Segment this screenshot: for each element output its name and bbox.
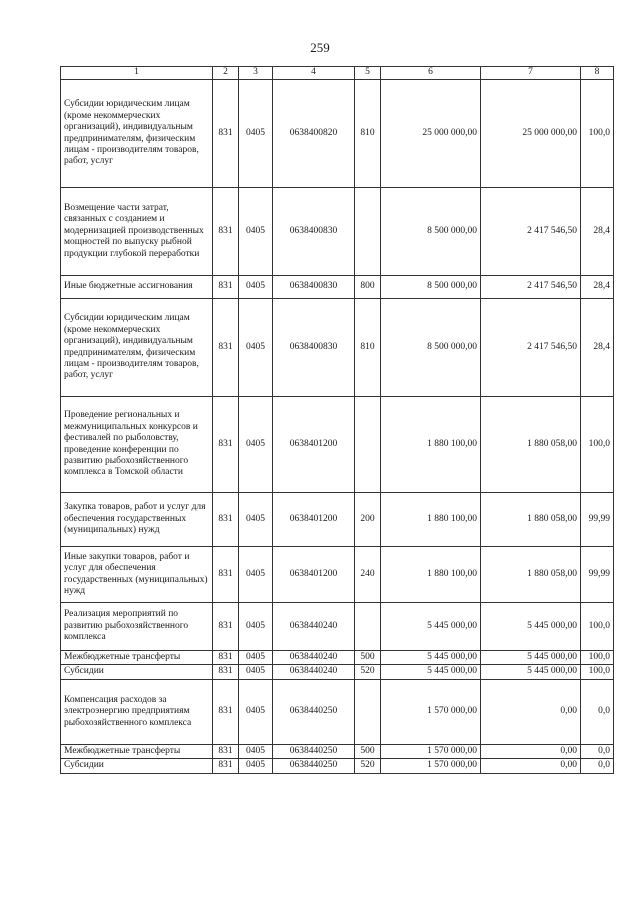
row-type bbox=[355, 188, 381, 276]
row-percent: 28,4 bbox=[581, 188, 614, 276]
row-article: 0638401200 bbox=[273, 547, 355, 603]
table-row bbox=[61, 188, 614, 276]
row-ministry: 831 bbox=[213, 493, 239, 547]
row-type: 810 bbox=[355, 299, 381, 397]
row-type: 500 bbox=[355, 744, 381, 758]
row-plan: 8 500 000,00 bbox=[381, 188, 481, 276]
row-percent: 100,0 bbox=[581, 603, 614, 651]
row-percent: 0,0 bbox=[581, 759, 614, 773]
row-type: 200 bbox=[355, 493, 381, 547]
row-section: 0405 bbox=[239, 276, 273, 299]
row-plan: 1 880 100,00 bbox=[381, 493, 481, 547]
row-ministry: 831 bbox=[213, 603, 239, 651]
row-actual: 1 880 058,00 bbox=[481, 547, 581, 603]
row-percent: 28,4 bbox=[581, 276, 614, 299]
row-name: Иные бюджетные ассигнования bbox=[61, 276, 213, 299]
row-plan: 1 570 000,00 bbox=[381, 679, 481, 744]
row-name: Субсидии bbox=[61, 665, 213, 679]
row-type: 800 bbox=[355, 276, 381, 299]
table-row bbox=[61, 679, 614, 744]
header-col-6: 6 bbox=[381, 67, 481, 80]
page-number: 259 bbox=[310, 40, 330, 55]
row-section: 0405 bbox=[239, 665, 273, 679]
table-row bbox=[61, 651, 614, 665]
row-article: 0638400820 bbox=[273, 80, 355, 188]
row-name: Межбюджетные трансферты bbox=[61, 744, 213, 758]
table-row bbox=[61, 547, 614, 603]
row-ministry: 831 bbox=[213, 547, 239, 603]
row-actual: 5 445 000,00 bbox=[481, 665, 581, 679]
row-actual: 2 417 546,50 bbox=[481, 188, 581, 276]
row-name: Компенсация расходов за электроэнергию предприятиям рыбохозяйственного комплекса bbox=[61, 679, 213, 744]
row-percent: 100,0 bbox=[581, 665, 614, 679]
row-actual: 2 417 546,50 bbox=[481, 299, 581, 397]
table-row bbox=[61, 665, 614, 679]
budget-table bbox=[60, 66, 614, 774]
row-name: Субсидии юридическим лицам (кроме некоммерческих организаций), индивидуальным предпринимателям, физическим лицам - производителям товаров, работ, услуг bbox=[61, 80, 213, 188]
header-col-3: 3 bbox=[239, 67, 273, 80]
row-ministry: 831 bbox=[213, 397, 239, 493]
table-row bbox=[61, 493, 614, 547]
row-plan: 1 880 100,00 bbox=[381, 397, 481, 493]
table-row bbox=[61, 744, 614, 758]
row-article: 0638401200 bbox=[273, 493, 355, 547]
header-row bbox=[61, 67, 614, 80]
row-article: 0638440240 bbox=[273, 651, 355, 665]
row-plan: 5 445 000,00 bbox=[381, 603, 481, 651]
row-ministry: 831 bbox=[213, 188, 239, 276]
header-col-8: 8 bbox=[581, 67, 614, 80]
table-row bbox=[61, 276, 614, 299]
row-ministry: 831 bbox=[213, 80, 239, 188]
row-section: 0405 bbox=[239, 651, 273, 665]
row-section: 0405 bbox=[239, 493, 273, 547]
row-type: 240 bbox=[355, 547, 381, 603]
row-section: 0405 bbox=[239, 603, 273, 651]
row-article: 0638440250 bbox=[273, 679, 355, 744]
row-section: 0405 bbox=[239, 759, 273, 773]
row-type bbox=[355, 679, 381, 744]
header-col-2: 2 bbox=[213, 67, 239, 80]
table-row bbox=[61, 603, 614, 651]
table-row bbox=[61, 80, 614, 188]
row-section: 0405 bbox=[239, 188, 273, 276]
row-ministry: 831 bbox=[213, 665, 239, 679]
row-type bbox=[355, 603, 381, 651]
row-article: 0638400830 bbox=[273, 299, 355, 397]
row-name: Возмещение части затрат, связанных с созданием и модернизацией производственных мощностей по выпуску рыбной продукции глубокой переработки bbox=[61, 188, 213, 276]
row-actual: 5 445 000,00 bbox=[481, 603, 581, 651]
row-ministry: 831 bbox=[213, 679, 239, 744]
row-name: Субсидии bbox=[61, 759, 213, 773]
row-type: 810 bbox=[355, 80, 381, 188]
row-ministry: 831 bbox=[213, 299, 239, 397]
row-name: Межбюджетные трансферты bbox=[61, 651, 213, 665]
header-col-1: 1 bbox=[61, 67, 213, 80]
row-actual: 0,00 bbox=[481, 744, 581, 758]
row-percent: 100,0 bbox=[581, 80, 614, 188]
row-section: 0405 bbox=[239, 397, 273, 493]
row-type: 520 bbox=[355, 759, 381, 773]
row-section: 0405 bbox=[239, 299, 273, 397]
row-actual: 1 880 058,00 bbox=[481, 397, 581, 493]
row-actual: 0,00 bbox=[481, 759, 581, 773]
header-col-4: 4 bbox=[273, 67, 355, 80]
row-plan: 5 445 000,00 bbox=[381, 665, 481, 679]
row-percent: 100,0 bbox=[581, 651, 614, 665]
row-plan: 25 000 000,00 bbox=[381, 80, 481, 188]
row-ministry: 831 bbox=[213, 651, 239, 665]
table-row bbox=[61, 759, 614, 773]
row-plan: 1 880 100,00 bbox=[381, 547, 481, 603]
row-actual: 2 417 546,50 bbox=[481, 276, 581, 299]
row-section: 0405 bbox=[239, 547, 273, 603]
table-row bbox=[61, 397, 614, 493]
row-plan: 8 500 000,00 bbox=[381, 299, 481, 397]
row-actual: 25 000 000,00 bbox=[481, 80, 581, 188]
row-plan: 8 500 000,00 bbox=[381, 276, 481, 299]
row-plan: 1 570 000,00 bbox=[381, 744, 481, 758]
row-actual: 1 880 058,00 bbox=[481, 493, 581, 547]
header-col-5: 5 bbox=[355, 67, 381, 80]
row-name: Закупка товаров, работ и услуг для обеспечения государственных (муниципальных) нужд bbox=[61, 493, 213, 547]
row-name: Реализация мероприятий по развитию рыбохозяйственного комплекса bbox=[61, 603, 213, 651]
row-article: 0638440250 bbox=[273, 744, 355, 758]
row-section: 0405 bbox=[239, 679, 273, 744]
row-actual: 5 445 000,00 bbox=[481, 651, 581, 665]
row-percent: 99,99 bbox=[581, 547, 614, 603]
row-percent: 0,0 bbox=[581, 679, 614, 744]
row-actual: 0,00 bbox=[481, 679, 581, 744]
row-article: 0638401200 bbox=[273, 397, 355, 493]
row-percent: 100,0 bbox=[581, 397, 614, 493]
row-ministry: 831 bbox=[213, 759, 239, 773]
row-plan: 5 445 000,00 bbox=[381, 651, 481, 665]
row-percent: 99,99 bbox=[581, 493, 614, 547]
row-name: Проведение региональных и межмуниципальных конкурсов и фестивалей по рыболовству, проведение конференции по развитию рыбохозяйственного комплекса в Томской области bbox=[61, 397, 213, 493]
header-col-7: 7 bbox=[481, 67, 581, 80]
row-article: 0638440250 bbox=[273, 759, 355, 773]
row-plan: 1 570 000,00 bbox=[381, 759, 481, 773]
table-row bbox=[61, 299, 614, 397]
row-section: 0405 bbox=[239, 744, 273, 758]
row-ministry: 831 bbox=[213, 744, 239, 758]
row-name: Субсидии юридическим лицам (кроме некоммерческих организаций), индивидуальным предпринимателям, физическим лицам - производителям товаров, работ, услуг bbox=[61, 299, 213, 397]
row-name: Иные закупки товаров, работ и услуг для обеспечения государственных (муниципальных) нужд bbox=[61, 547, 213, 603]
row-article: 0638400830 bbox=[273, 188, 355, 276]
row-article: 0638440240 bbox=[273, 603, 355, 651]
row-type bbox=[355, 397, 381, 493]
row-article: 0638440240 bbox=[273, 665, 355, 679]
row-percent: 28,4 bbox=[581, 299, 614, 397]
row-ministry: 831 bbox=[213, 276, 239, 299]
row-type: 500 bbox=[355, 651, 381, 665]
row-percent: 0,0 bbox=[581, 744, 614, 758]
row-article: 0638400830 bbox=[273, 276, 355, 299]
row-section: 0405 bbox=[239, 80, 273, 188]
row-type: 520 bbox=[355, 665, 381, 679]
